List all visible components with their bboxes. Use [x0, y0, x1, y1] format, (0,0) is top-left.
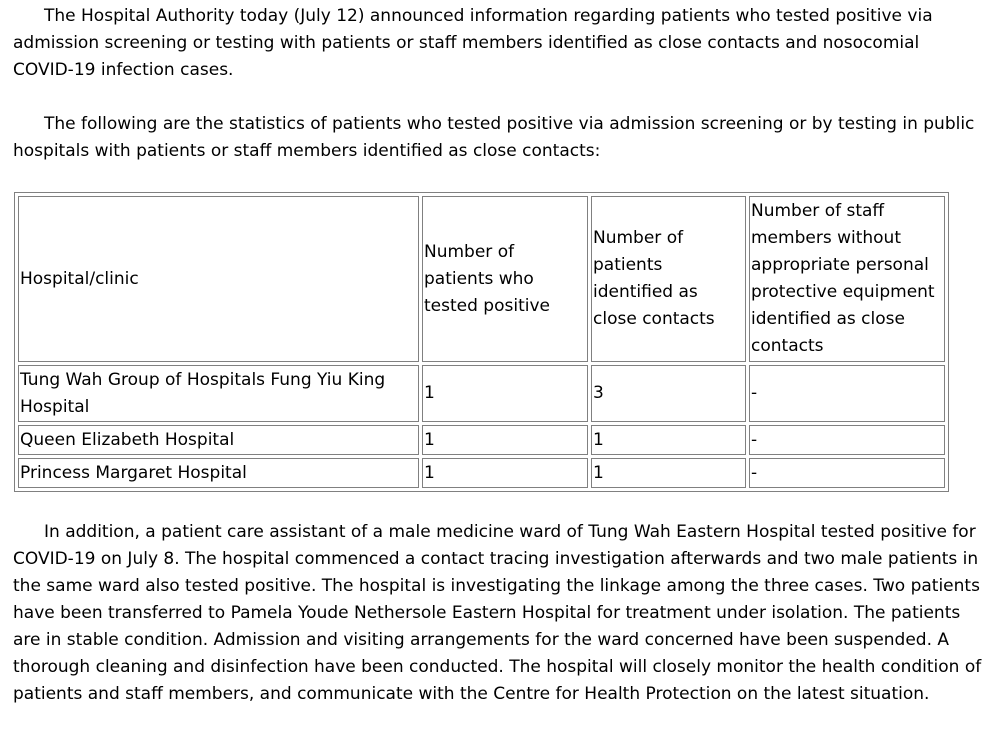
- intro-paragraph: The Hospital Authority today (July 12) announced information regarding patients who tested positive via admission screening or testing with patients or staff members identified as close contacts and nosocomial COVID-19 infection cases.: [13, 6, 933, 80]
- stats-intro-paragraph: The following are the statistics of patients who tested positive via admission screening or by testing in public hospitals with patients or staff members identified as close contacts:: [13, 114, 975, 161]
- cell-hospital: Princess Margaret Hospital: [18, 458, 419, 488]
- header-hospital: Hospital/clinic: [18, 196, 419, 362]
- cell-staff-contacts: -: [749, 365, 945, 422]
- cell-staff-contacts: -: [749, 425, 945, 455]
- table-header-row: [18, 196, 945, 362]
- table-row: [18, 365, 945, 422]
- statistics-table: [14, 192, 949, 492]
- table-row: [18, 425, 945, 455]
- addition-paragraph: In addition, a patient care assistant of a male medicine ward of Tung Wah Eastern Hospital tested positive for COVID-19 on July 8. The hospital commenced a contact tracing investigation afterwards and two male patients in the same ward also tested positive. The hospital is investigating the linkage among the three cases. Two patients have been transferred to Pamela Youde Nethersole Eastern Hospital for treatment under isolation. The patients are in stable condition. Admission and visiting arrangements for the ward concerned have been suspended. A thorough cleaning and disinfection have been conducted. The hospital will closely monitor the health condition of patients and staff members, and communicate with the Centre for Health Protection on the latest situation.: [13, 522, 982, 704]
- cell-patient-contacts: 1: [591, 425, 746, 455]
- header-patient-contacts: Number of patients identified as close contacts: [591, 196, 746, 362]
- cell-hospital: Queen Elizabeth Hospital: [18, 425, 419, 455]
- cell-positive: 1: [422, 425, 588, 455]
- cell-positive: 1: [422, 365, 588, 422]
- cell-hospital: Tung Wah Group of Hospitals Fung Yiu King Hospital: [18, 365, 419, 422]
- header-positive: Number of patients who tested positive: [422, 196, 588, 362]
- header-staff-contacts: Number of staff members without appropriate personal protective equipment identified as close contacts: [749, 196, 945, 362]
- table-row: [18, 458, 945, 488]
- cell-patient-contacts: 3: [591, 365, 746, 422]
- cell-positive: 1: [422, 458, 588, 488]
- cell-patient-contacts: 1: [591, 458, 746, 488]
- cell-staff-contacts: -: [749, 458, 945, 488]
